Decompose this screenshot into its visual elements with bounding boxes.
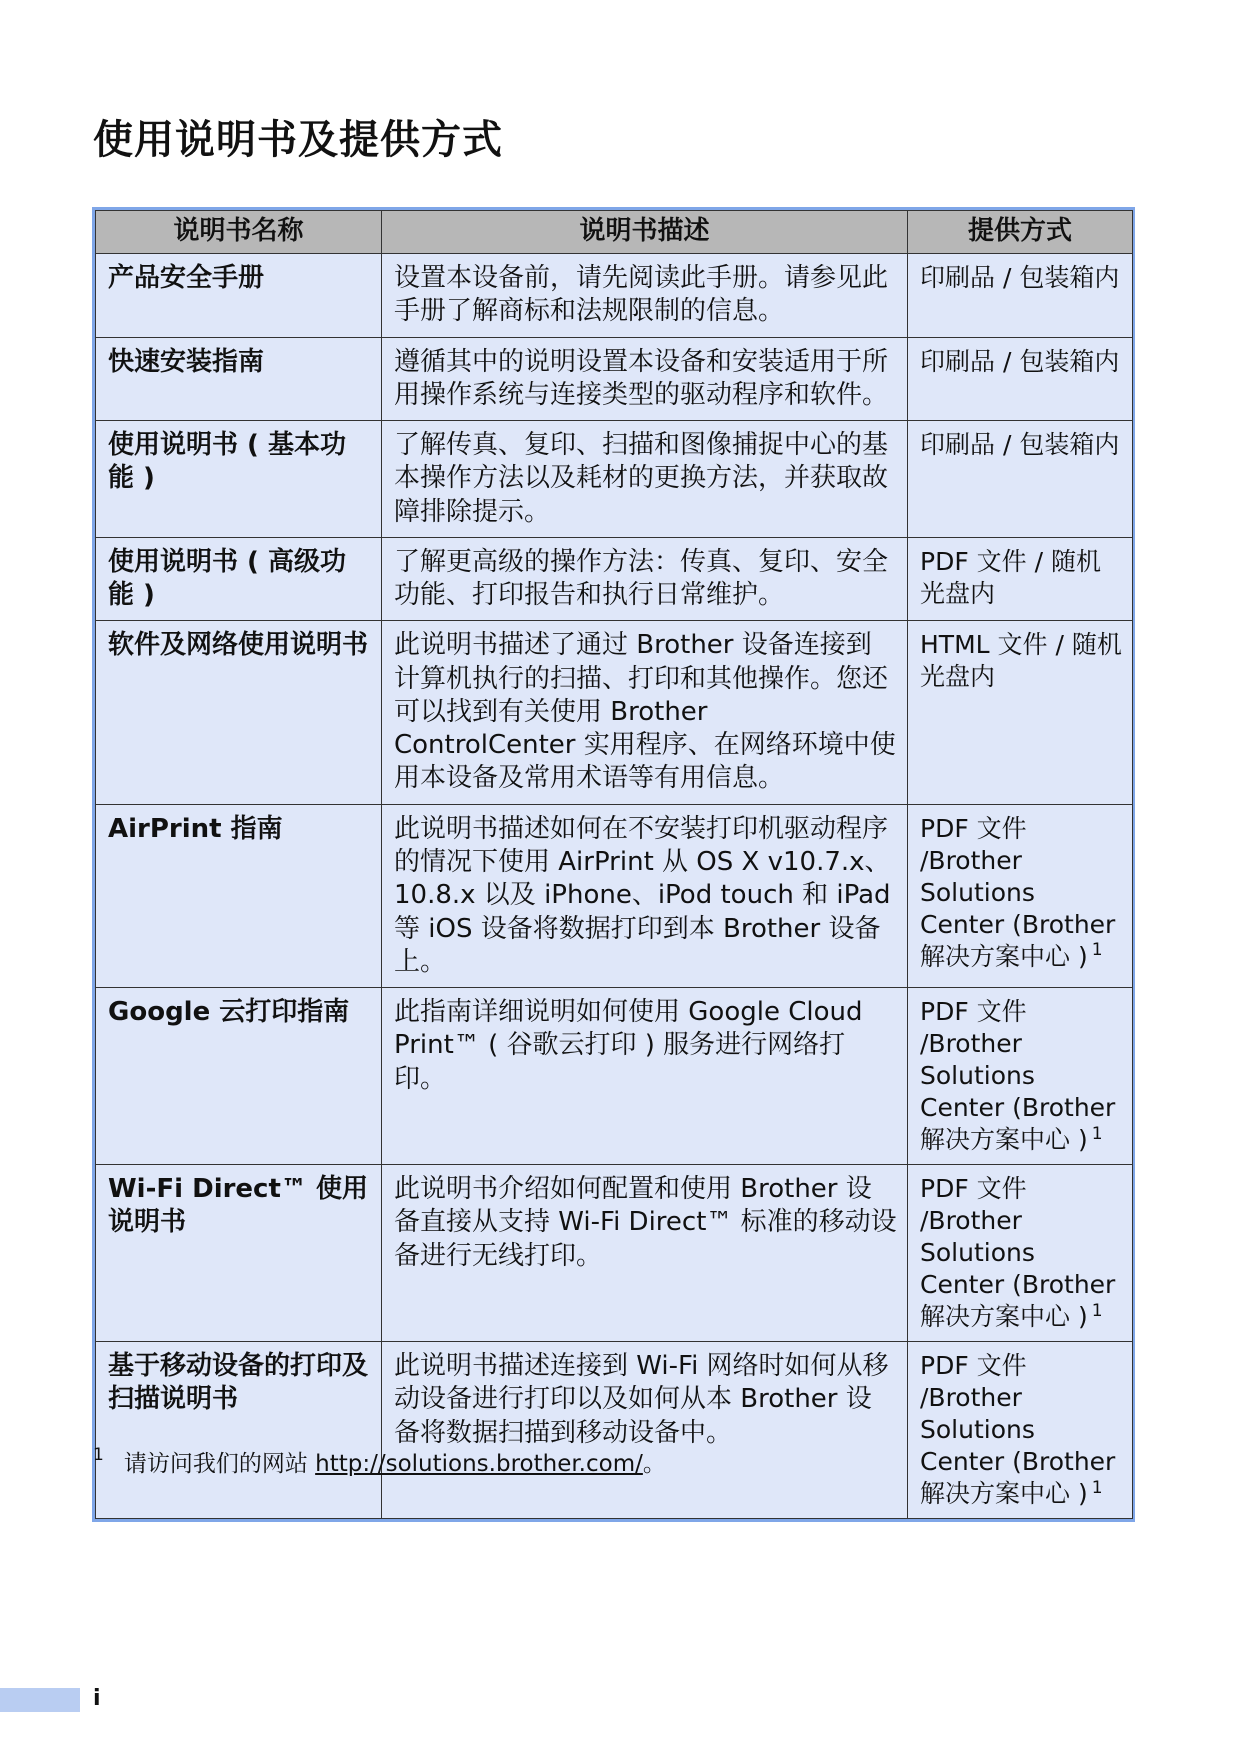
footnote-text: 请访问我们的网站 <box>123 1451 316 1477</box>
table-row <box>96 804 1133 987</box>
manual-description: 设置本设备前，请先阅读此手册。请参见此手册了解商标和法规限制的信息。 <box>382 254 908 338</box>
manual-provided: HTML 文件 / 随机光盘内 <box>908 621 1133 804</box>
manuals-table <box>95 210 1133 1519</box>
page-title: 使用说明书及提供方式 <box>93 117 503 163</box>
manual-description: 了解传真、复印、扫描和图像捕捉中心的基本操作方法以及耗材的更换方法，并获取故障排除提示。 <box>382 421 908 538</box>
table-row <box>96 1342 1133 1519</box>
table-row <box>96 254 1133 338</box>
table-header-row <box>96 211 1133 254</box>
manual-description: 了解更高级的操作方法：传真、复印、安全功能、打印报告和执行日常维护。 <box>382 537 908 621</box>
manual-provided: PDF 文件 /Brother Solutions Center (Brother 解决方案中心 ) <box>920 1174 1116 1332</box>
table-row <box>96 621 1133 804</box>
manual-description: 此说明书描述了通过 Brother 设备连接到计算机执行的扫描、打印和其他操作。您还可以找到有关使用 Brother ControlCenter 实用程序、在网络环境中使用本设备及常用术语等有用信息。 <box>382 621 908 804</box>
manual-provided-cell <box>908 1165 1133 1342</box>
page-tab-marker <box>0 1688 80 1712</box>
header-manual-description: 说明书描述 <box>382 211 908 254</box>
manual-name: Google 云打印指南 <box>96 988 382 1165</box>
manual-provided: PDF 文件 /Brother Solutions Center (Brother 解决方案中心 ) <box>920 997 1116 1155</box>
manual-name: 基于移动设备的打印及扫描说明书 <box>96 1342 382 1519</box>
table-row <box>96 337 1133 421</box>
footnote-reference: 1 <box>1091 1123 1103 1144</box>
manual-description: 遵循其中的说明设置本设备和安装适用于所用操作系统与连接类型的驱动程序和软件。 <box>382 337 908 421</box>
footnote-text-end: 。 <box>642 1451 666 1477</box>
manual-provided-cell <box>908 988 1133 1165</box>
table-row <box>96 537 1133 621</box>
header-manual-name: 说明书名称 <box>96 211 382 254</box>
manual-name: 使用说明书 ( 高级功能 ) <box>96 537 382 621</box>
footnote-reference: 1 <box>1091 1477 1103 1498</box>
footnote-mark: 1 <box>93 1445 104 1465</box>
manual-provided: PDF 文件 /Brother Solutions Center (Brother 解决方案中心 ) <box>920 1351 1116 1509</box>
manual-provided: PDF 文件 / 随机光盘内 <box>908 537 1133 621</box>
manual-name: Wi-Fi Direct™ 使用说明书 <box>96 1165 382 1342</box>
manuals-table-container <box>92 207 1135 1522</box>
manual-provided: 印刷品 / 包装箱内 <box>908 254 1133 338</box>
manual-provided-cell <box>908 804 1133 987</box>
manual-name: AirPrint 指南 <box>96 804 382 987</box>
footnote-reference: 1 <box>1091 940 1103 961</box>
manual-name: 产品安全手册 <box>96 254 382 338</box>
manual-description: 此说明书描述连接到 Wi-Fi 网络时如何从移动设备进行打印以及如何从本 Brother 设备将数据扫描到移动设备中。 <box>382 1342 908 1519</box>
manual-provided-cell <box>908 1342 1133 1519</box>
solutions-website-link[interactable]: http://solutions.brother.com/ <box>315 1451 643 1477</box>
manual-provided: PDF 文件 /Brother Solutions Center (Brother 解决方案中心 ) <box>920 813 1116 971</box>
manual-description: 此说明书介绍如何配置和使用 Brother 设备直接从支持 Wi-Fi Direct™ 标准的移动设备进行无线打印。 <box>382 1165 908 1342</box>
manual-description: 此指南详细说明如何使用 Google Cloud Print™ ( 谷歌云打印 ) 服务进行网络打印。 <box>382 988 908 1165</box>
header-provided-by: 提供方式 <box>908 211 1133 254</box>
page-number: i <box>93 1686 101 1711</box>
manual-provided: 印刷品 / 包装箱内 <box>908 337 1133 421</box>
table-row <box>96 421 1133 538</box>
footnote-reference: 1 <box>1091 1300 1103 1321</box>
table-row <box>96 1165 1133 1342</box>
table-row <box>96 988 1133 1165</box>
manual-provided: 印刷品 / 包装箱内 <box>908 421 1133 538</box>
manual-name: 快速安装指南 <box>96 337 382 421</box>
manual-name: 使用说明书 ( 基本功能 ) <box>96 421 382 538</box>
manual-description: 此说明书描述如何在不安装打印机驱动程序的情况下使用 AirPrint 从 OS X v10.7.x、10.8.x 以及 iPhone、iPod touch 和 iPad 等 iOS 设备将数据打印到本 Brother 设备上。 <box>382 804 908 987</box>
footnote <box>93 1445 666 1478</box>
manual-name: 软件及网络使用说明书 <box>96 621 382 804</box>
